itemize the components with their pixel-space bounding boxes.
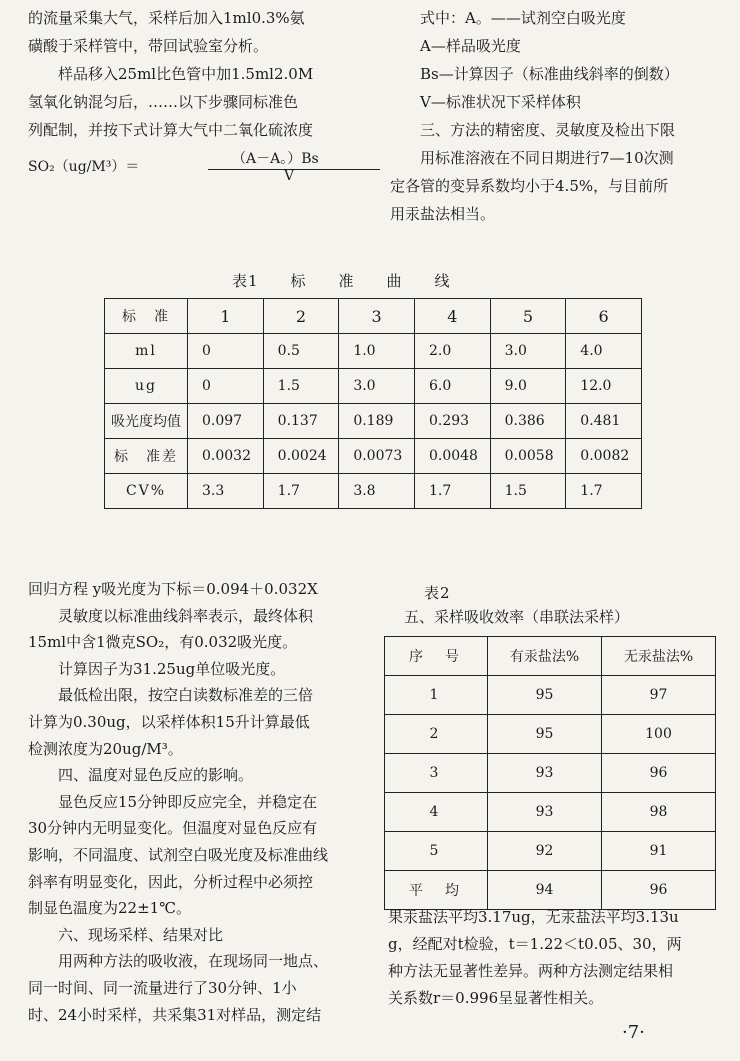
table-row <box>105 474 642 509</box>
table-cell: 0.0024 <box>263 439 339 474</box>
left-bottom-text <box>28 576 372 1028</box>
table-row <box>105 439 642 474</box>
table-cell: 3 <box>385 754 488 793</box>
table-cell: 12.0 <box>566 369 642 404</box>
table-cell: 0 <box>188 334 264 369</box>
text-line: 列配制，并按下式计算大气中二氧化硫浓度 <box>28 121 314 139</box>
table-cell: 4.0 <box>566 334 642 369</box>
right-top-text <box>390 4 730 228</box>
text-line: 磺酸于采样管中，带回试验室分析。 <box>28 37 269 55</box>
table-row <box>105 369 642 404</box>
text-line: 最低检出限，按空白读数标准差的三倍 <box>58 686 314 705</box>
text-line: 定各管的变异系数均小于4.5%，与目前所 <box>390 177 669 195</box>
column-header: 有汞盐法% <box>488 637 602 676</box>
table-cell: 1.7 <box>414 474 490 509</box>
row-header: ug <box>105 369 188 404</box>
table-cell: 0.0073 <box>339 439 415 474</box>
table-cell: 2.0 <box>414 334 490 369</box>
text-line: g，经配对t检验，t＝1.22＜t0.05、30，两 <box>388 935 682 953</box>
row-header: 标 准 <box>105 299 188 334</box>
text-line: 回归方程 y吸光度为下标＝0.094＋0.032X <box>28 580 318 598</box>
column-header: 2 <box>263 299 339 334</box>
row-header: 吸光度均值 <box>105 404 188 439</box>
text-line: 灵敏度以标准曲线斜率表示，最终体积 <box>58 606 314 625</box>
table-cell: 3.8 <box>339 474 415 509</box>
table-cell: 100 <box>602 715 716 754</box>
table-cell: 97 <box>602 676 716 715</box>
column-header: 无汞盐法% <box>602 637 716 676</box>
text-line: 用标准溶液在不同日期进行7—10次测 <box>420 149 674 167</box>
text-line: 用两种方法的吸收液，在现场同一地点、 <box>58 952 329 971</box>
column-header: 1 <box>188 299 264 334</box>
page-number: ·7· <box>622 1022 645 1043</box>
table-cell: 0.386 <box>490 404 566 439</box>
column-header: 6 <box>566 299 642 334</box>
text-line: 同一时间、同一流量进行了30分钟、1小 <box>28 978 297 997</box>
text-line: 计算为0.30ug，以采样体积15升计算最低 <box>28 712 310 731</box>
text-line: 影响，不同温度、试剂空白吸光度及标准曲线 <box>28 845 329 864</box>
table-cell: 91 <box>602 832 716 871</box>
text-line: 时、24小时采样，共采集31对样品，测定结 <box>28 1005 322 1024</box>
text-line: 用汞盐法相当。 <box>390 205 496 223</box>
absorption-efficiency-table <box>384 636 716 910</box>
table-cell: 1.5 <box>490 474 566 509</box>
column-header: 序 号 <box>385 637 488 676</box>
table-cell: 1.7 <box>566 474 642 509</box>
text-line: 30分钟内无明显变化。但温度对显色反应有 <box>28 819 318 838</box>
table-cell: 3.0 <box>490 334 566 369</box>
section-heading: 六、现场采样、结果对比 <box>58 925 224 944</box>
table-cell: 1 <box>385 676 488 715</box>
table-row <box>105 334 642 369</box>
table-cell: 0.5 <box>263 334 339 369</box>
text-line: 制显色温度为22±1℃。 <box>28 899 191 918</box>
text-line: 关系数r＝0.996呈显著性相关。 <box>388 989 604 1007</box>
table-cell: 0.293 <box>414 404 490 439</box>
text-line: V—标准状况下采样体积 <box>420 93 581 111</box>
table-cell: 1.0 <box>339 334 415 369</box>
column-header: 3 <box>339 299 415 334</box>
text-line: 的流量采集大气，采样后加入1ml0.3%氨 <box>28 9 305 27</box>
table-cell: 93 <box>488 754 602 793</box>
right-bottom-text <box>388 904 724 1012</box>
table-cell: 98 <box>602 793 716 832</box>
table-cell: 0.0048 <box>414 439 490 474</box>
table-cell: 95 <box>488 676 602 715</box>
table-cell: 96 <box>602 871 716 910</box>
section-heading: 四、温度对显色反应的影响。 <box>58 766 254 785</box>
text-line: 15ml中含1微克SO₂，有0.032吸光度。 <box>28 633 298 652</box>
text-line: 斜率有明显变化，因此，分析过程中必须控 <box>28 872 314 891</box>
so2-formula <box>28 148 368 188</box>
text-line: Bs—计算因子（标准曲线斜率的倒数） <box>420 65 679 83</box>
table-cell: 94 <box>488 871 602 910</box>
table-cell: 2 <box>385 715 488 754</box>
section-heading: 三、方法的精密度、灵敏度及检出下限 <box>420 121 676 139</box>
table2-label: 表2 <box>424 584 451 602</box>
table-cell: 3.3 <box>188 474 264 509</box>
text-line: A—样品吸光度 <box>420 37 521 55</box>
table-cell: 平 均 <box>385 871 488 910</box>
table-cell: 0.137 <box>263 404 339 439</box>
table-cell: 96 <box>602 754 716 793</box>
table2-caption: 五、采样吸收效率（串联法采样） <box>404 608 630 626</box>
table-cell: 92 <box>488 832 602 871</box>
table-cell: 5 <box>385 832 488 871</box>
table-row <box>385 715 716 754</box>
table-cell: 6.0 <box>414 369 490 404</box>
formula-denominator: V <box>284 168 295 184</box>
table-cell: 4 <box>385 793 488 832</box>
table-header-row <box>385 637 716 676</box>
table-row <box>385 793 716 832</box>
table-cell: 0.0058 <box>490 439 566 474</box>
table-cell: 1.7 <box>263 474 339 509</box>
text-line: 样品移入25ml比色管中加1.5ml2.0M <box>58 65 314 83</box>
table-row <box>385 676 716 715</box>
table-cell: 93 <box>488 793 602 832</box>
text-line: 计算因子为31.25ug单位吸光度。 <box>58 659 286 678</box>
text-line: 检测浓度为20ug/M³。 <box>28 739 183 758</box>
table-row <box>105 404 642 439</box>
table-cell: 0.481 <box>566 404 642 439</box>
left-top-text <box>28 4 368 144</box>
table-cell: 9.0 <box>490 369 566 404</box>
formula-numerator: （A－A。）Bs <box>232 151 319 167</box>
table-row <box>385 832 716 871</box>
table-cell: 0 <box>188 369 264 404</box>
table-row <box>385 754 716 793</box>
row-header: CV% <box>105 474 188 509</box>
table-cell: 3.0 <box>339 369 415 404</box>
table-cell: 0.189 <box>339 404 415 439</box>
text-line: 显色反应15分钟即反应完全，并稳定在 <box>58 792 318 811</box>
table1-caption: 表1 标 准 曲 线 <box>232 272 451 290</box>
text-line: 式中：A。——试剂空白吸光度 <box>420 9 626 27</box>
standard-curve-table <box>104 298 642 509</box>
table-header-row <box>105 299 642 334</box>
column-header: 4 <box>414 299 490 334</box>
formula-lhs: SO₂（ug/M³）＝ <box>28 159 140 175</box>
row-header: 标 准差 <box>105 439 188 474</box>
text-line: 氢氧化钠混匀后，……以下步骤同标准色 <box>28 93 299 111</box>
text-line: 果汞盐法平均3.17ug，无汞盐法平均3.13u <box>388 908 679 926</box>
row-header: ml <box>105 334 188 369</box>
table-cell: 0.0082 <box>566 439 642 474</box>
table-cell: 0.097 <box>188 404 264 439</box>
table-cell: 0.0032 <box>188 439 264 474</box>
column-header: 5 <box>490 299 566 334</box>
table-cell: 95 <box>488 715 602 754</box>
text-line: 种方法无显著性差异。两种方法测定结果相 <box>388 962 674 980</box>
table-cell: 1.5 <box>263 369 339 404</box>
